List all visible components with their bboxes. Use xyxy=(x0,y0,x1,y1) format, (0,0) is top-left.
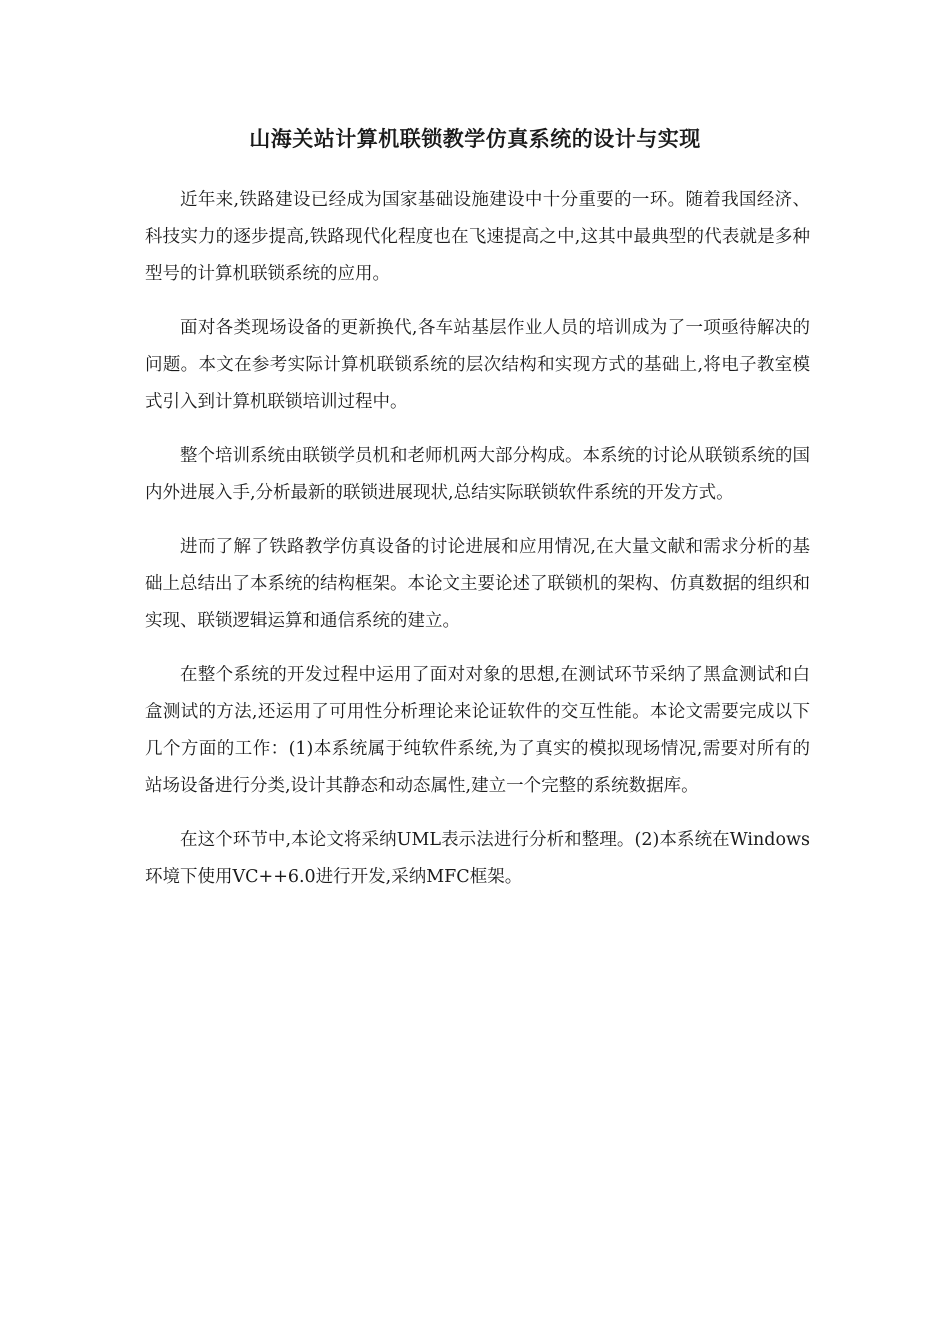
paragraph-2: 面对各类现场设备的更新换代,各车站基层作业人员的培训成为了一项亟待解决的问题。本文在参考实际计算机联锁系统的层次结构和实现方式的基础上,将电子教室模式引入到计算机联锁培训过程中。 xyxy=(145,318,810,412)
document-title: 山海关站计算机联锁教学仿真系统的设计与实现 xyxy=(249,126,701,151)
paragraph-4: 进而了解了铁路教学仿真设备的讨论进展和应用情况,在大量文献和需求分析的基础上总结出了本系统的结构框架。本论文主要论述了联锁机的架构、仿真数据的组织和实现、联锁逻辑运算和通信系统的建立。 xyxy=(145,537,810,631)
paragraph-5: 在整个系统的开发过程中运用了面对对象的思想,在测试环节采纳了黑盒测试和白盒测试的方法,还运用了可用性分析理论来论证软件的交互性能。本论文需要完成以下几个方面的工作：(1)本系统属于纯软件系统,为了真实的模拟现场情况,需要对所有的站场设备进行分类,设计其静态和动态属性,建立一个完整的系统数据库。 xyxy=(145,665,810,796)
paragraph-3: 整个培训系统由联锁学员机和老师机两大部分构成。本系统的讨论从联锁系统的国内外进展入手,分析最新的联锁进展现状,总结实际联锁软件系统的开发方式。 xyxy=(145,446,810,503)
document-body xyxy=(145,182,810,913)
paragraph-6: 在这个环节中,本论文将采纳UML表示法进行分析和整理。(2)本系统在Windows环境下使用VC++6.0进行开发,采纳MFC框架。 xyxy=(145,830,810,887)
paragraph-1: 近年来,铁路建设已经成为国家基础设施建设中十分重要的一环。随着我国经济、科技实力的逐步提高,铁路现代化程度也在飞速提高之中,这其中最典型的代表就是多种型号的计算机联锁系统的应用。 xyxy=(145,190,810,284)
